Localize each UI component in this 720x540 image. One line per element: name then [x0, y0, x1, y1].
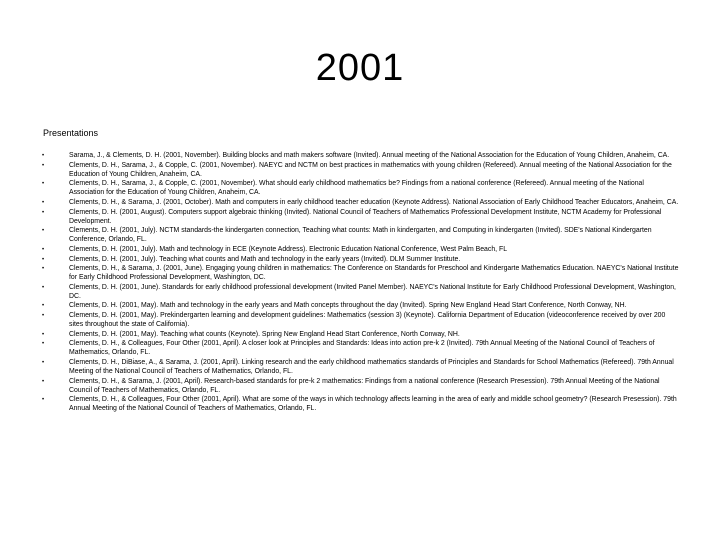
bullet-icon: • [41, 209, 45, 216]
list-item-text: Clements, D. H. (2001, July). Teaching what counts and Math and technology in the early years (Invited). DLM Summer Institute. [69, 255, 461, 263]
list-item [40, 331, 680, 340]
bullet-icon: • [41, 153, 45, 159]
list-item [40, 312, 680, 330]
list-item-text: Clements, D. H., & Sarama, J. (2001, June). Engaging young children in mathematics: The Conference on Standards for Preschool and Kindergarte Mathematics Education. NAEYC's National Institute for Early Childhood Professional Development, Washington, DC. [69, 265, 679, 282]
list-item-text: Clements, D. H., DiBiase, A., & Sarama, J. (2001, April). Linking research and the early childhood mathematics standards of Principles and Standards for School Mathematics (Refereed). 79th Annual Meeting of the National Council of Teachers of Mathematics, Orlando, FL. [69, 359, 674, 375]
section-heading: Presentations [43, 128, 99, 138]
list-item [40, 199, 680, 208]
list-item-text: Sarama, J., & Clements, D. H. (2001, November). Building blocks and math makers software (Invited). Annual meeting of the National Association for the Education of Young Children, Anaheim, CA. [69, 152, 670, 159]
bullet-icon: • [41, 256, 45, 263]
bullet-icon: • [41, 397, 45, 404]
bullet-icon: • [41, 284, 45, 291]
bullet-icon: • [41, 303, 45, 310]
list-item-text: Clements, D. H. (2001, May). Prekindergarten learning and development guidelines: Mathematics (session 3) (Keynote). California Department of Education (videoconference received by over 200 sites throughout the state of California). [69, 312, 666, 329]
list-item [40, 265, 680, 283]
list-item [40, 180, 680, 198]
bullet-icon: • [41, 378, 45, 385]
bullet-icon: • [41, 162, 45, 169]
list-item-text: Clements, D. H., & Sarama, J. (2001, October). Math and computers in early childhood teacher education (Keynote Address). National Association of Early Childhood Teacher Educators, Anaheim, CA. [69, 198, 679, 206]
list-item [40, 162, 680, 180]
list-item [40, 152, 680, 161]
list-item [40, 256, 680, 265]
list-item [40, 378, 680, 396]
list-item-text: Clements, D. H., Sarama, J., & Copple, C. (2001, November). NAEYC and NCTM on best practices in mathematics with young children (Refereed). Annual meeting of the National Association for the Education of Young Children, Anaheim, CA. [69, 161, 672, 178]
bullet-icon: • [41, 228, 45, 235]
bullet-icon: • [41, 341, 45, 348]
bullet-icon: • [41, 199, 45, 206]
list-item-text: Clements, D. H., & Colleagues, Four Other (2001, April). What are some of the ways in which technology affects learning in the area of early and middle school geometry? (Research Presession). 79th Annual Meeting of the National Council of Teachers of Mathematics, Orlando, FL. [69, 396, 677, 413]
bullet-icon: • [41, 331, 45, 338]
bullet-icon: • [41, 181, 45, 188]
bullet-icon: • [41, 266, 45, 273]
list-item-text: Clements, D. H. (2001, July). Math and technology in ECE (Keynote Address). Electronic Education National Conference, West Palm Beach, FL [69, 245, 508, 253]
list-item [40, 359, 680, 377]
list-item-text: Clements, D. H., Sarama, J., & Copple, C. (2001, November). What should early childhood mathematics be? Findings from a national conference (Refereed). Annual meeting of the National Association for the Education of Young Children, Anaheim, CA. [69, 180, 644, 197]
list-item [40, 302, 680, 311]
list-item-text: Clements, D. H. (2001, July). NCTM standards-the kindergarten connection, Teaching what counts: Math in kindergarten, and Computing in kindergarten (Invited). SDE's National Kindergarten Conference, Orlando, FL. [69, 227, 652, 244]
bullet-icon: • [41, 360, 45, 367]
list-item [40, 284, 680, 302]
presentation-list [40, 152, 680, 415]
list-item [40, 340, 680, 358]
list-item-text: Clements, D. H., & Colleagues, Four Other (2001, April). A closer look at Principles and Standards: Ideas into action pre-k 2 (Invited). 79th Annual Meeting of the National Council of Teachers of Mathematics, Orlando, FL. [69, 340, 655, 357]
list-item-text: Clements, D. H. (2001, May). Math and technology in the early years and Math concepts throughout the day (Invited). Spring New England Head Start Conference, North Conway, NH. [69, 302, 627, 310]
bullet-icon: • [41, 246, 45, 253]
list-item [40, 246, 680, 255]
list-item [40, 209, 680, 227]
slide-title: 2001 [315, 47, 405, 89]
list-item-text: Clements, D. H., & Sarama, J. (2001, April). Research-based standards for pre-k 2 mathematics: Findings from a national conference (Research Presession). 79th Annual Meeting of the National Council of Teachers of Mathematics, Orlando, FL. [69, 377, 660, 394]
bullet-icon: • [41, 313, 45, 320]
list-item [40, 227, 680, 245]
list-item-text: Clements, D. H. (2001, May). Teaching what counts (Keynote). Spring New England Head Start Conference, North Conway, NH. [69, 330, 460, 338]
list-item-text: Clements, D. H. (2001, June). Standards for early childhood professional development (Invited Panel Member). NAEYC's National Institute for Early Childhood Professional Development, Washington, DC. [69, 283, 676, 300]
list-item [40, 396, 680, 414]
list-item-text: Clements, D. H. (2001, August). Computers support algebraic thinking (Invited). National Council of Teachers of Mathematics Professional Development Institute, NCTM Academy for Professional Development. [69, 208, 662, 225]
